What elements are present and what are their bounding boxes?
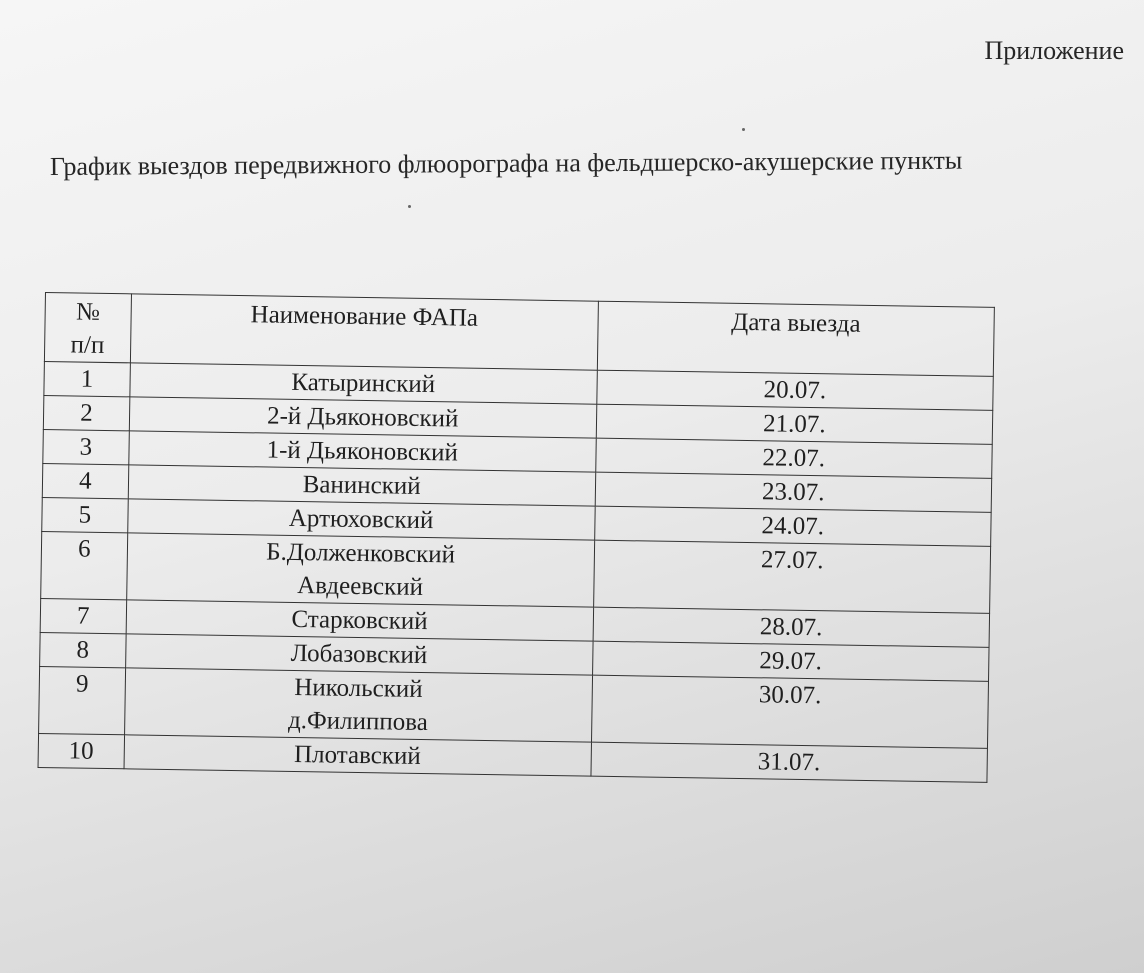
row-name: Катыринский [130,363,597,404]
row-name: Артюховский [127,499,594,540]
row-date: 23.07. [595,472,992,512]
schedule-table [38,292,995,783]
row-number: 5 [42,497,128,532]
header-name: Наименование ФАПа [130,294,598,370]
row-name: Никольский д.Филиппова [124,668,592,742]
row-number: 2 [43,395,129,430]
row-number: 4 [42,463,128,498]
row-name: Старковский [126,600,593,641]
document-title: График выездов передвижного флюорографа на фельдшерско-акушерские пункты [49,145,963,181]
row-date: 27.07. [593,540,990,613]
row-name: Ванинский [128,465,595,506]
row-date: 29.07. [592,641,989,681]
row-name: Плотавский [124,735,591,776]
row-date: 28.07. [593,607,990,647]
row-date: 22.07. [595,438,992,478]
row-date: 31.07. [591,742,988,782]
row-number: 1 [44,361,130,396]
appendix-label: Приложение [984,36,1124,65]
row-number: 6 [41,531,128,599]
stray-dot [408,205,411,208]
row-name: Лобазовский [125,634,592,675]
row-number: 3 [43,429,129,464]
header-date: Дата выезда [597,301,994,376]
row-name: Б.Долженковский Авдеевский [126,533,594,607]
row-number: 7 [40,598,126,633]
row-number: 10 [38,733,124,768]
row-name: 2-й Дьяконовский [129,397,596,438]
row-date: 24.07. [594,506,991,546]
row-date: 20.07. [596,370,993,410]
row-name: 1-й Дьяконовский [129,431,596,472]
header-number: № п/п [44,293,131,363]
row-date: 30.07. [591,675,988,748]
stray-dot [742,128,745,131]
row-date: 21.07. [596,404,993,444]
row-number: 9 [39,666,126,734]
row-number: 8 [40,632,126,667]
